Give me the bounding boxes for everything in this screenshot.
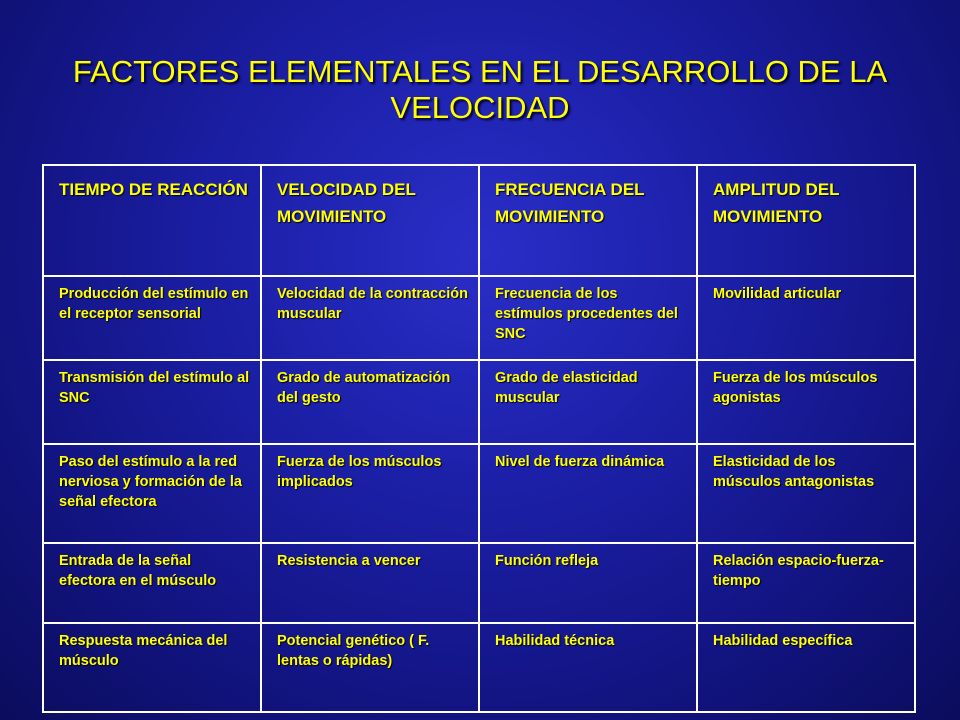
table-row [43, 276, 915, 360]
table-cell: Resistencia a vencer [261, 543, 479, 623]
header-velocidad-del-movimiento: VELOCIDAD DEL MOVIMIENTO [261, 165, 479, 276]
table-cell: Elasticidad de los músculos antagonistas [697, 444, 915, 543]
header-frecuencia-del-movimiento: FRECUENCIA DEL MOVIMIENTO [479, 165, 697, 276]
table-cell: Habilidad técnica [479, 623, 697, 712]
table-cell: Nivel de fuerza dinámica [479, 444, 697, 543]
table-cell: Grado de elasticidad muscular [479, 360, 697, 444]
table-row [43, 360, 915, 444]
table-header-row [43, 165, 915, 276]
header-amplitud-del-movimiento: AMPLITUD DEL MOVIMIENTO [697, 165, 915, 276]
table-row [43, 543, 915, 623]
table-cell: Grado de automatización del gesto [261, 360, 479, 444]
table-cell: Entrada de la señal efectora en el músculo [43, 543, 261, 623]
slide-title: FACTORES ELEMENTALES EN EL DESARROLLO DE LA VELOCIDAD [72, 54, 888, 125]
table-cell: Producción del estímulo en el receptor sensorial [43, 276, 261, 360]
table-cell: Fuerza de los músculos implicados [261, 444, 479, 543]
table-cell: Respuesta mecánica del músculo [43, 623, 261, 712]
table-cell: Relación espacio-fuerza-tiempo [697, 543, 915, 623]
header-tiempo-de-reaccion: TIEMPO DE REACCIÓN [43, 165, 261, 276]
table-cell: Movilidad articular [697, 276, 915, 360]
table-row [43, 444, 915, 543]
table-cell: Fuerza de los músculos agonistas [697, 360, 915, 444]
table-cell: Frecuencia de los estímulos procedentes del SNC [479, 276, 697, 360]
table-cell: Paso del estímulo a la red nerviosa y formación de la señal efectora [43, 444, 261, 543]
table-cell: Potencial genético ( F. lentas o rápidas) [261, 623, 479, 712]
factors-table [42, 164, 916, 713]
table-cell: Transmisión del estímulo al SNC [43, 360, 261, 444]
table-cell: Habilidad específica [697, 623, 915, 712]
table-cell: Función refleja [479, 543, 697, 623]
table-row [43, 623, 915, 712]
table-cell: Velocidad de la contracción muscular [261, 276, 479, 360]
